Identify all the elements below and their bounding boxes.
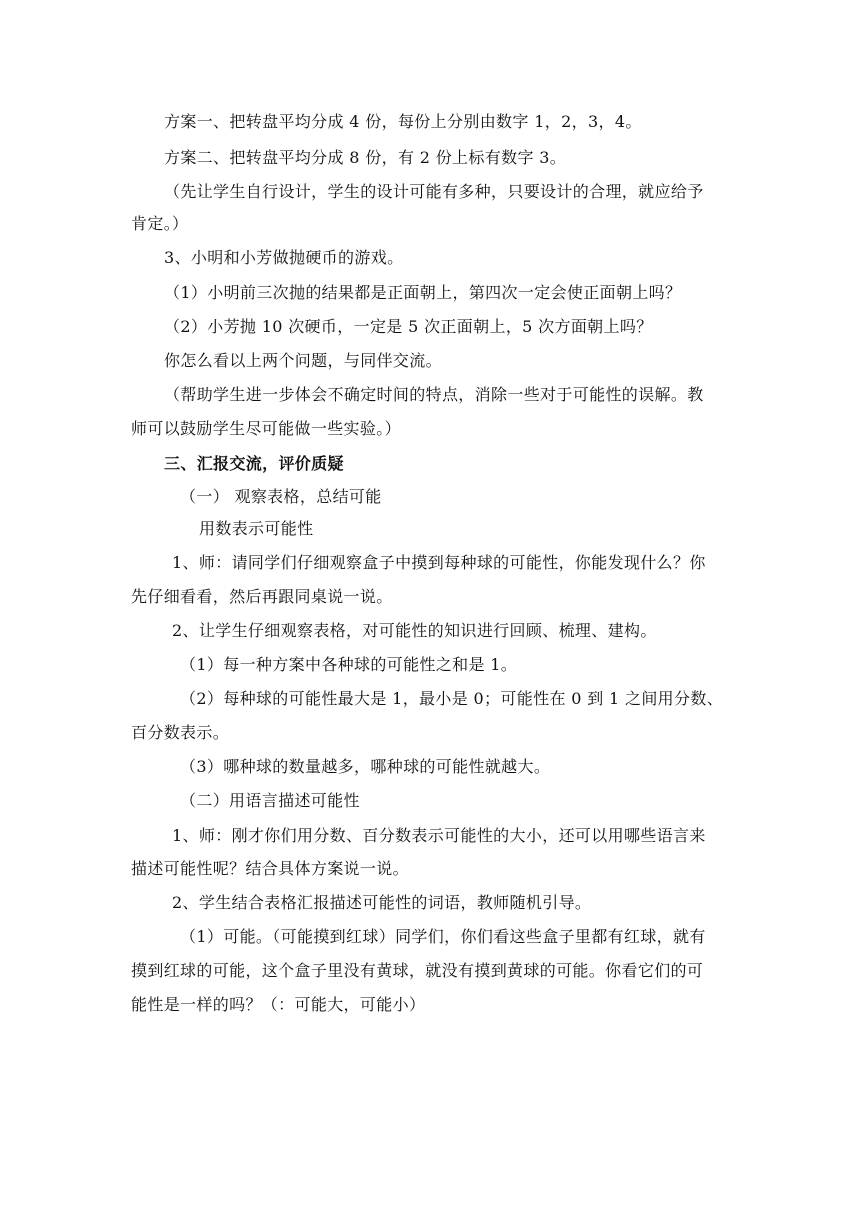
text-line: 你怎么看以上两个问题，与同伴交流。 — [164, 351, 442, 370]
text-line: 先仔细看看，然后再跟同桌说一说。 — [131, 587, 393, 606]
text-line: 肯定。） — [131, 214, 189, 233]
text-line: 描述可能性呢？结合具体方案说一说。 — [131, 859, 409, 878]
text-line: 方案二、把转盘平均分成 8 份，有 2 份上标有数字 3。 — [164, 148, 567, 167]
subsection-heading: （二）用语言描述可能性 — [180, 791, 360, 810]
text-line: 百分数表示。 — [131, 723, 230, 742]
text-line: 方案一、把转盘平均分成 4 份，每份上分别由数字 1，2，3，4。 — [164, 112, 642, 131]
text-line: （2）小芳抛 10 次硬币，一定是 5 次正面朝上，5 次方面朝上吗？ — [164, 317, 653, 336]
text-line: 能性是一样的吗？（：可能大，可能小） — [131, 995, 426, 1014]
text-line: 摸到红球的可能，这个盒子里没有黄球，就没有摸到黄球的可能。你看它们的可 — [131, 961, 704, 980]
text-line: （先让学生自行设计，学生的设计可能有多种，只要设计的合理，就应给予 — [164, 182, 704, 201]
text-line: 师可以鼓励学生尽可能做一些实验。） — [131, 419, 401, 438]
text-line: （1）每一种方案中各种球的可能性之和是 1。 — [180, 655, 518, 674]
text-line: 3、小明和小芳做抛硬币的游戏。 — [164, 248, 404, 267]
text-line: （帮助学生进一步体会不确定时间的特点，消除一些对于可能性的误解。教 — [164, 385, 704, 404]
text-line: （1）小明前三次抛的结果都是正面朝上，第四次一定会使正面朝上吗？ — [164, 283, 682, 302]
section-heading: 三、汇报交流，评价质疑 — [164, 454, 344, 473]
subsection-heading: （一） 观察表格，总结可能 — [180, 487, 382, 506]
text-line: （2）每种球的可能性最大是 1，最小是 0；可能性在 0 到 1 之间用分数、 — [180, 689, 724, 708]
text-line: （3）哪种球的数量越多，哪种球的可能性就越大。 — [180, 757, 551, 776]
text-line: 2、学生结合表格汇报描述可能性的词语，教师随机引导。 — [172, 893, 592, 912]
text-line: 2、让学生仔细观察表格，对可能性的知识进行回顾、梳理、建构。 — [172, 621, 657, 640]
text-line: （1）可能。（可能摸到红球）同学们，你们看这些盒子里都有红球，就有 — [180, 927, 706, 946]
text-line: 1、师：刚才你们用分数、百分数表示可能性的大小，还可以用哪些语言来 — [172, 826, 706, 845]
text-line: 用数表示可能性 — [199, 519, 314, 538]
text-line: 1、师：请同学们仔细观察盒子中摸到每种球的可能性，你能发现什么？你 — [172, 553, 706, 572]
